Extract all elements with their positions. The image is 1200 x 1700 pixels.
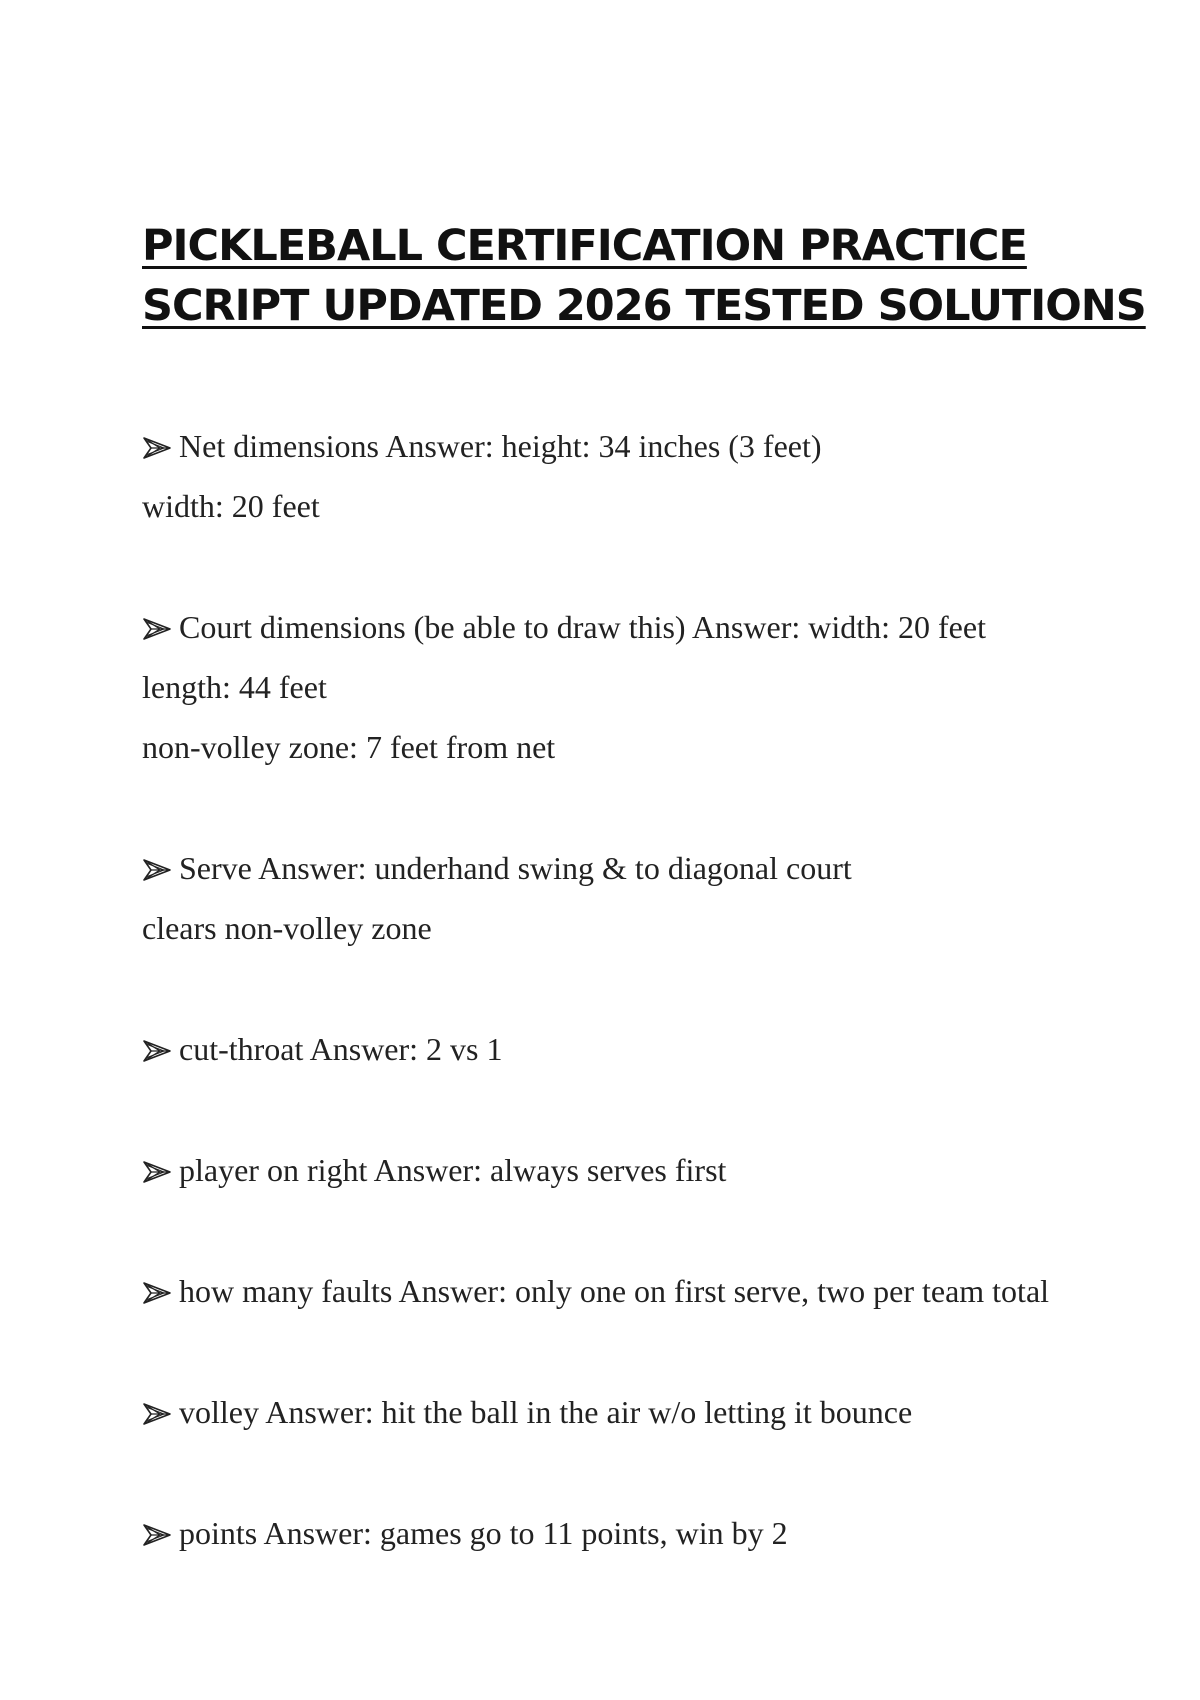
title-line-2: SCRIPT UPDATED 2026 TESTED SOLUTIONS (142, 281, 1146, 331)
arrow-bullet-icon (142, 600, 172, 624)
qa-question-line (142, 1503, 1102, 1563)
qa-item (142, 1019, 1102, 1079)
qa-question-line (142, 1140, 1102, 1200)
qa-question-line (142, 1019, 1102, 1079)
qa-question-line (142, 1261, 1102, 1321)
qa-answer-line: clears non-volley zone (142, 910, 432, 946)
qa-question-line (142, 416, 1102, 476)
qa-item (142, 1382, 1102, 1442)
title-line-1: PICKLEBALL CERTIFICATION PRACTICE (142, 221, 1027, 271)
document-title (142, 216, 1146, 336)
qa-item (142, 1140, 1102, 1200)
arrow-bullet-icon (142, 1143, 172, 1167)
qa-question-text: Net dimensions Answer: height: 34 inches (3 feet) (179, 428, 822, 464)
qa-answer-line: non-volley zone: 7 feet from net (142, 729, 556, 765)
arrow-bullet-icon (142, 841, 172, 865)
qa-item (142, 838, 1102, 958)
qa-question-text: points Answer: games go to 11 points, win by 2 (179, 1515, 788, 1551)
qa-answer-line: length: 44 feet (142, 669, 327, 705)
qa-answer-line: width: 20 feet (142, 488, 320, 524)
qa-question-text: Serve Answer: underhand swing & to diagonal court (179, 850, 852, 886)
qa-question-text: volley Answer: hit the ball in the air w/o letting it bounce (179, 1394, 913, 1430)
qa-question-text: player on right Answer: always serves first (179, 1152, 727, 1188)
qa-item (142, 1261, 1102, 1321)
qa-list (142, 416, 1102, 1624)
qa-question-line (142, 838, 1102, 898)
arrow-bullet-icon (142, 419, 172, 443)
qa-item (142, 1503, 1102, 1563)
qa-question-line (142, 597, 1102, 657)
arrow-bullet-icon (142, 1264, 172, 1288)
qa-question-text: cut-throat Answer: 2 vs 1 (179, 1031, 503, 1067)
qa-question-text: Court dimensions (be able to draw this) Answer: width: 20 feet (179, 609, 986, 645)
qa-item (142, 597, 1102, 777)
qa-question-text: how many faults Answer: only one on first serve, two per team total (179, 1273, 1050, 1309)
qa-question-line (142, 1382, 1102, 1442)
arrow-bullet-icon (142, 1022, 172, 1046)
arrow-bullet-icon (142, 1385, 172, 1409)
qa-item (142, 416, 1102, 536)
arrow-bullet-icon (142, 1506, 172, 1530)
